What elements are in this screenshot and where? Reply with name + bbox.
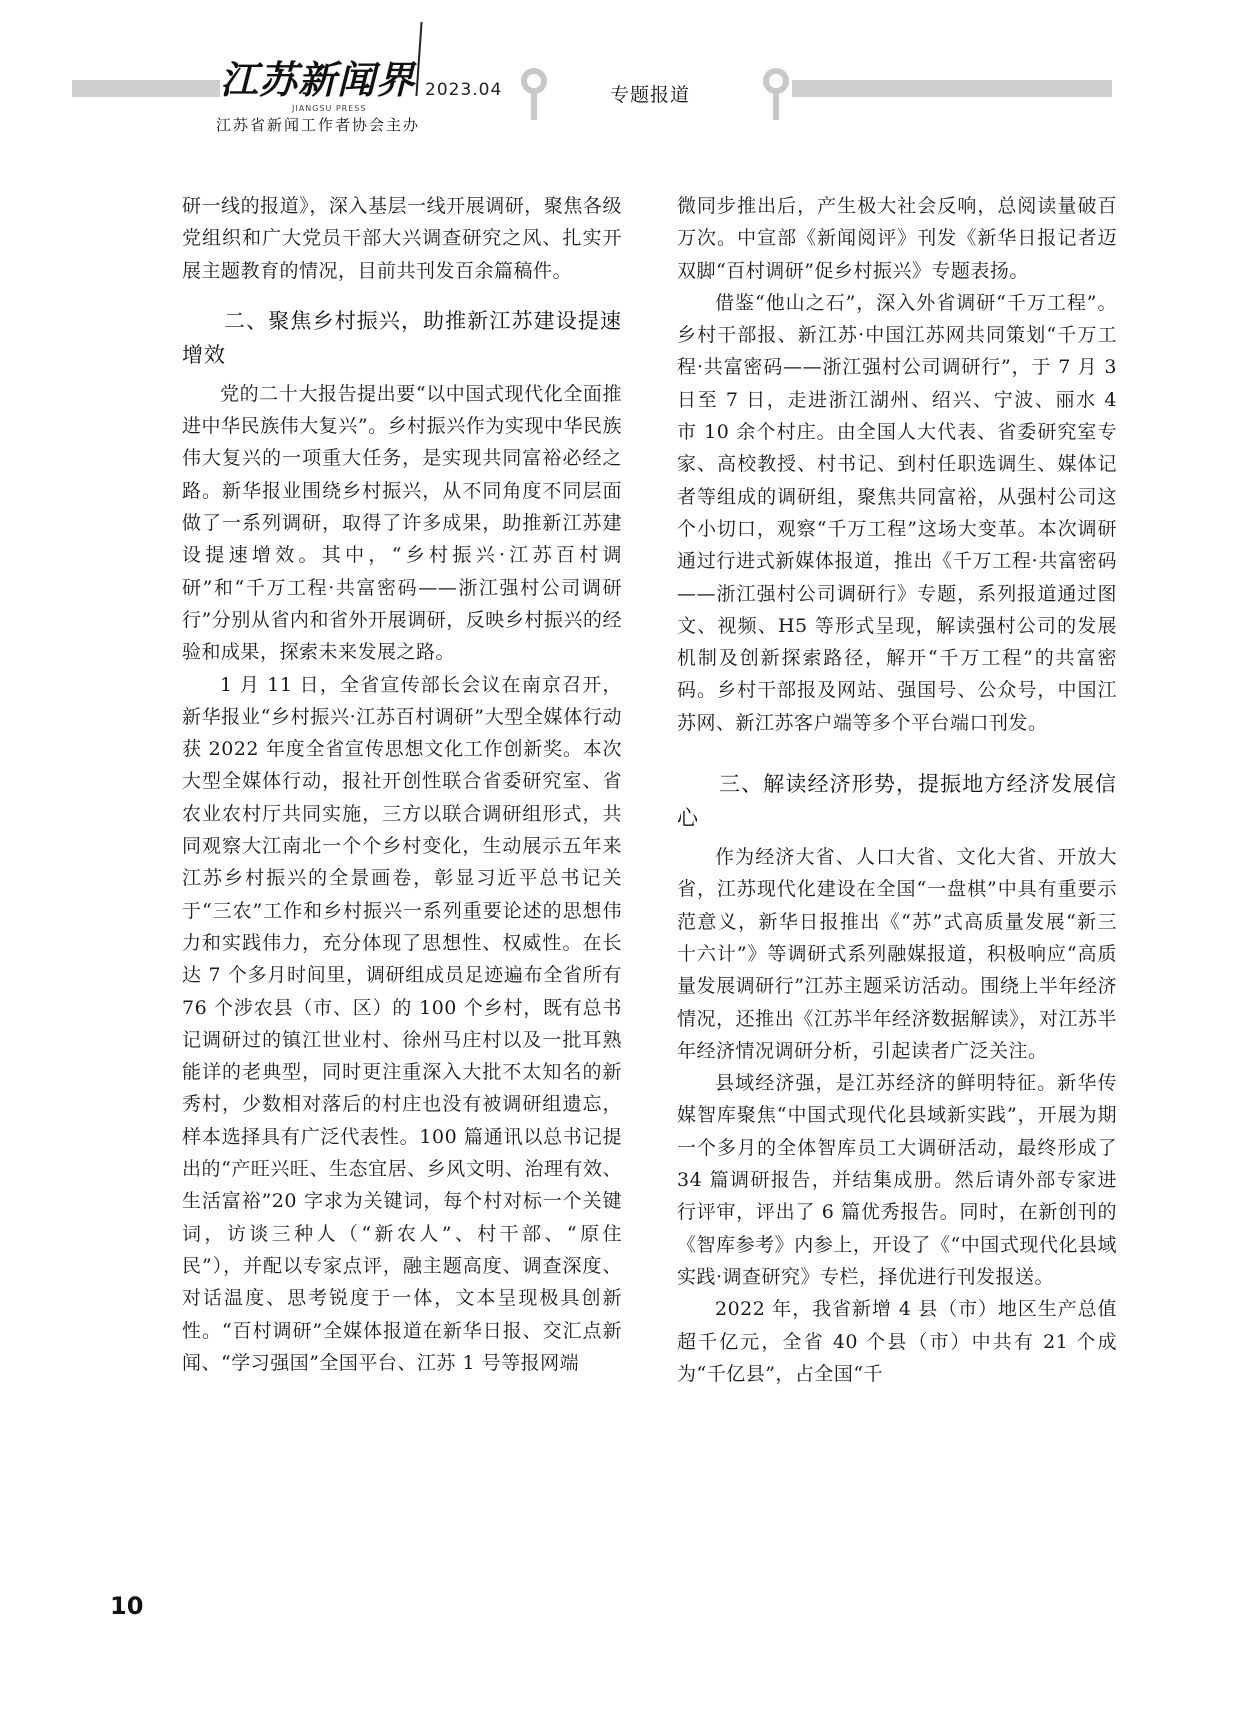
journal-logo-subtitle: JIANGSU PRESS <box>292 104 367 113</box>
location-pin-icon <box>762 68 790 122</box>
section-heading: 三、解读经济形势，提振地方经济发展信心 <box>677 772 1117 831</box>
header-divider <box>415 22 422 96</box>
paragraph: 作为经济大省、人口大省、文化大省、开放大省，江苏现代化建设在全国“一盘棋”中具有重要示范意义，新华日报推出《“苏”式高质量发展“新三十六计”》等调研式系列融媒报道，积极响应“高质量发展调研行”江苏主题采访活动。围绕上半年经济情况，还推出《江苏半年经济数据解读》，对江苏半年经济情况调研分析，引起读者广泛关注。 <box>677 846 1117 1062</box>
paragraph: 研一线的报道》，深入基层一线开展调研，聚焦各级党组织和广大党员干部大兴调查研究之风、扎实开展主题教育的情况，目前共刊发百余篇稿件。 <box>182 195 622 282</box>
right-column <box>677 190 1117 1390</box>
left-column <box>182 190 622 1379</box>
section-title: 专题报道 <box>610 84 691 106</box>
paragraph: 1 月 11 日，全省宣传部长会议在南京召开，新华报业“乡村振兴·江苏百村调研”大型全媒体行动获 2022 年度全省宣传思想文化工作创新奖。本次大型全媒体行动，报社开创性联合省委研究室、省农业农村厅共同实施，三方以联合调研组形式，共同观察大江南北一个个乡村变化，生动展示五年来江苏乡村振兴的全景画卷，彰显习近平总书记关于“三农”工作和乡村振兴一系列重要论述的思想伟力和实践伟力，充分体现了思想性、权威性。在长达 7 个多月时间里，调研组成员足迹遍布全省所有 76 个涉农县（市、区）的 100 个乡村，既有总书记调研过的镇江世业村、徐州马庄村以及一批耳熟能详的老典型，同时更注重深入大批不太知名的新秀村，少数相对落后的村庄也没有被调研组遗忘，样本选择具有广泛代表性。100 篇通讯以总书记提出的“产旺兴旺、生态宜居、乡风文明、治理有效、生活富裕”20 字求为关键词，每个村对标一个关键词，访谈三种人（“新农人”、村干部、“原住民”），并配以专家点评，融主题高度、调查深度、对话温度、思考锐度于一体，文本呈现极具创新性。“百村调研”全媒体报道在新华日报、交汇点新闻、“学习强国”全国平台、江苏 1 号等报网端 <box>182 673 622 1374</box>
page-number: 10 <box>110 1592 144 1620</box>
location-pin-icon <box>520 68 548 122</box>
paragraph: 微同步推出后，产生极大社会反响，总阅读量破百万次。中宣部《新闻阅评》刊发《新华日报记者迈双脚“百村调研”促乡村振兴》专题表扬。 <box>677 195 1117 282</box>
header-rule-left <box>72 80 220 97</box>
paragraph: 县域经济强，是江苏经济的鲜明特征。新华传媒智库聚焦“中国式现代化县域新实践”，开展为期一个多月的全体智库员工大调研活动，最终形成了 34 篇调研报告，并结集成册。然后请外部专家进行评审，评出了 6 篇优秀报告。同时，在新创刊的《智库参考》内参上，开设了《“中国式现代化县域实践·调查研究》专栏，择优进行刊发报送。 <box>677 1072 1117 1288</box>
paragraph: 借鉴“他山之石”，深入外省调研“千万工程”。乡村干部报、新江苏·中国江苏网共同策划“千万工程·共富密码——浙江强村公司调研行”，于 7 月 3 日至 7 日，走进浙江湖州、绍兴、宁波、丽水 4 市 10 余个村庄。由全国人大代表、省委研究室专家、高校教授、村书记、到村任职选调生、媒体记者等组成的调研组，聚焦共同富裕，从强村公司这个小切口，观察“千万工程”这场大变革。本次调研通过行进式新媒体报道，推出《千万工程·共富密码——浙江强村公司调研行》专题，系列报道通过图文、视频、H5 等形式呈现，解读强村公司的发展机制及创新探索路径，解开“千万工程”的共富密码。乡村干部报及网站、强国号、公众号，中国江苏网、新江苏客户端等多个平台端口刊发。 <box>677 291 1117 734</box>
issue-date: 2023.04 <box>425 80 503 100</box>
paragraph: 2022 年，我省新增 4 县（市）地区生产总值超千亿元，全省 40 个县（市）中共有 21 个成为“千亿县”，占全国“千 <box>677 1298 1117 1385</box>
header-rule-right <box>792 80 1112 97</box>
publisher-line: 江苏省新闻工作者协会主办 <box>216 116 421 134</box>
section-heading: 二、聚焦乡村振兴，助推新江苏建设提速增效 <box>182 308 622 367</box>
paragraph: 党的二十大报告提出要“以中国式现代化全面推进中华民族伟大复兴”。乡村振兴作为实现中华民族伟大复兴的一项重大任务，是实现共同富裕必经之路。新华报业围绕乡村振兴，从不同角度不同层面做了一系列调研，取得了许多成果，助推新江苏建设提速增效。其中，“乡村振兴·江苏百村调研”和“千万工程·共富密码——浙江强村公司调研行”分别从省内和省外开展调研，反映乡村振兴的经验和成果，探索未来发展之路。 <box>182 382 622 664</box>
journal-logo: 江苏新闻界 <box>220 58 416 102</box>
